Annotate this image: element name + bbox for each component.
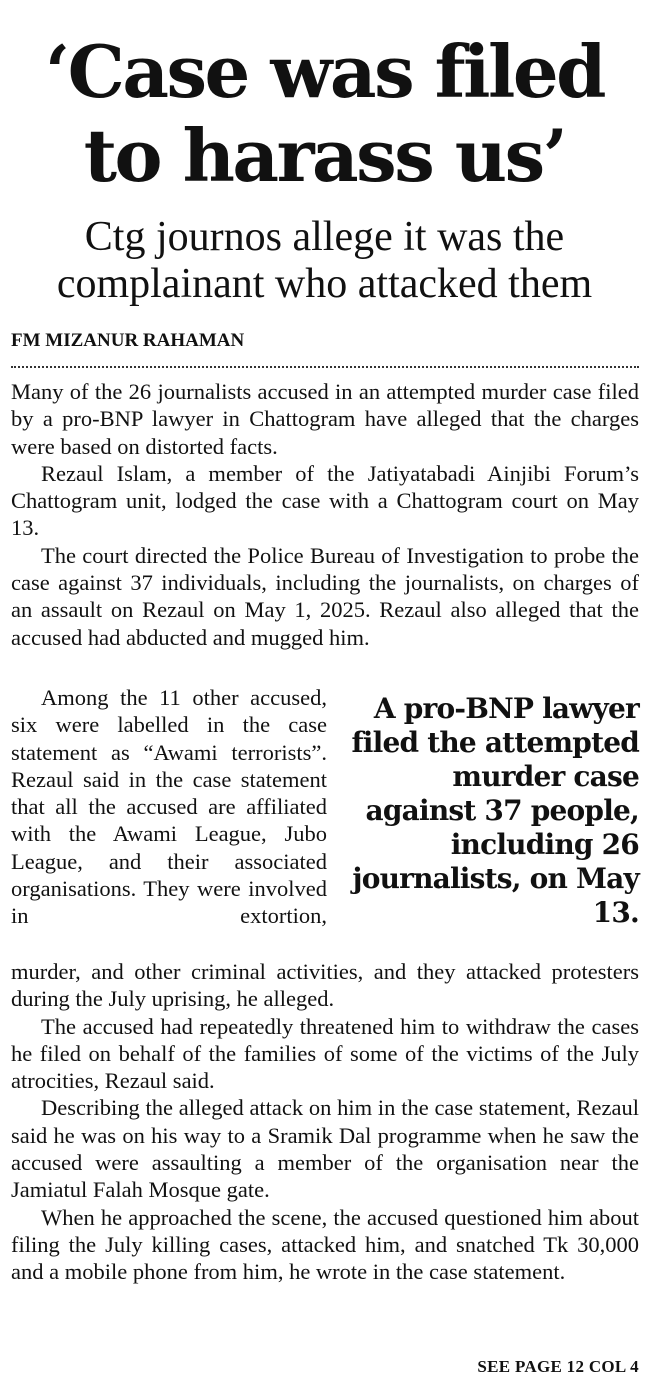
paragraph: The accused had repeatedly threatened him to withdraw the cases he filed on behalf of the families of some of the victims of the July atrocities, Rezaul said. <box>11 1013 639 1094</box>
article-body-narrow-column <box>11 684 327 930</box>
paragraph: Rezaul Islam, a member of the Jatiyatabadi Ainjibi Forum’s Chattogram unit, lodged the case with a Chattogram court on May 13. <box>11 460 639 541</box>
paragraph: Describing the alleged attack on him in the case statement, Rezaul said he was on his way to a Sramik Dal programme when he saw the accused were assaulting a member of the organisation near the Jamiatul Falah Mosque gate. <box>11 1095 639 1203</box>
paragraph: Many of the 26 journalists accused in an attempted murder case filed by a pro-BNP lawyer in Chattogram have alleged that the charges were based on distorted facts. <box>11 379 639 459</box>
continued-on-page-line: SEE PAGE 12 COL 4 <box>477 1357 639 1376</box>
byline: FM MIZANUR RAHAMAN <box>11 330 245 351</box>
subheadline: Ctg journos allege it was the complainant who attacked them <box>56 214 593 307</box>
headline: ‘Case was filed to harass us’ <box>45 29 604 198</box>
paragraph: Among the 11 other accused, six were labelled in the case statement as “Awami terrorists”. Rezaul said in the case statement that all the accused are affiliated with the Awami League, Jubo League, and their associated organisations. They were involved in extortion, <box>11 685 327 929</box>
byline-divider <box>11 366 639 368</box>
paragraph: The court directed the Police Bureau of Investigation to probe the case against 37 individuals, including the journalists, on charges of an assault on Rezaul on May 1, 2025. Rezaul also alleged that the accused had abducted and mugged him. <box>11 542 639 650</box>
pull-quote: A pro-BNP lawyer filed the attempted murder case against 37 people, including 26 journalists, on May 13. <box>351 692 639 929</box>
paragraph-continuation: murder, and other criminal activities, and they attacked protesters during the July uprising, he alleged. <box>11 959 639 1012</box>
article-body-top <box>11 378 639 651</box>
article-body-bottom <box>11 958 639 1286</box>
paragraph: When he approached the scene, the accused questioned him about filing the July killing cases, attacked him, and snatched Tk 30,000 and a mobile phone from him, he wrote in the case statement. <box>11 1204 639 1285</box>
